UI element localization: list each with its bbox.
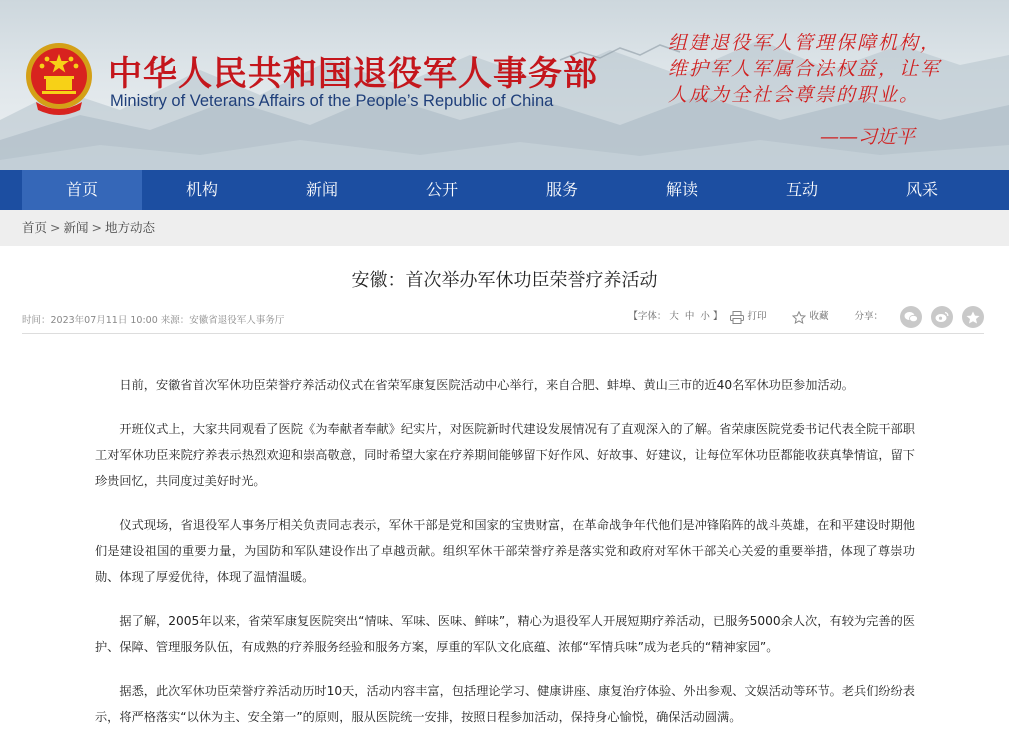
breadcrumb-news[interactable]: 新闻 <box>63 220 89 235</box>
wechat-icon[interactable] <box>900 306 922 328</box>
share-label: 分享： <box>854 311 883 322</box>
article-paragraph: 仪式现场，省退役军人事务厅相关负责同志表示，军休干部是党和国家的宝贵财富，在革命战争年代他们是冲锋陷阵的战斗英雄，在和平建设时期他们是建设祖国的重要力量，为国防和军队建设作出了卓越贡献。组织军休干部荣誉疗养是落实党和政府对军休干部关心关爱的重要举措，体现了尊崇功勋、体现了厚爱优待，体现了温情温暖。 <box>95 518 915 584</box>
nav-item-services[interactable]: 服务 <box>545 180 578 199</box>
font-size-small[interactable]: 小 <box>700 311 710 322</box>
print-icon <box>730 311 744 324</box>
font-size-label-close: 】 <box>712 311 723 322</box>
national-emblem-icon <box>22 40 96 118</box>
nav-item-gallery[interactable]: 风采 <box>905 180 938 199</box>
article-paragraph: 据了解，2005年以来，省荣军康复医院突出“情味、军味、医味、鲜味”，精心为退役军人开展短期疗养活动，已服务5000余人次，有较为完善的医护、保障、管理服务队伍，有成熟的疗养服务经验和服务方案，厚重的军队文化底蕴、浓郁“军情兵味”成为老兵的“精神家园”。 <box>95 614 915 654</box>
nav-item-interaction[interactable]: 互动 <box>785 180 818 199</box>
article-paragraph: 开班仪式上，大家共同观看了医院《为奉献者奉献》纪实片，对医院新时代建设发展情况有了直观深入的了解。省荣康医院党委书记代表全院干部职工对军休功臣来院疗养表示热烈欢迎和崇高敬意，同时希望大家在疗养期间能够留下好作风、好故事、好建议，让每位军休功臣都能收获真挚情谊，留下珍贵回忆，共同度过美好时光。 <box>95 422 915 488</box>
breadcrumb-home[interactable]: 首页 <box>22 220 48 235</box>
favorite-button[interactable] <box>792 308 828 326</box>
quote-author: ——习近平 <box>820 126 916 148</box>
qzone-icon[interactable] <box>962 306 984 328</box>
font-size-control <box>628 308 722 326</box>
article-paragraph: 据悉，此次军休功臣荣誉疗养活动历时10天，活动内容丰富，包括理论学习、健康讲座、康复治疗体验、外出参观、文娱活动等环节。老兵们纷纷表示，将严格落实“以休为主、安全第一”的原则，服从医院统一安排，按照日程参加活动，保持身心愉悦，确保活动圆满。 <box>95 684 915 724</box>
weibo-icon[interactable] <box>931 306 953 328</box>
breadcrumb-separator: > <box>91 220 102 235</box>
font-size-medium[interactable]: 中 <box>684 311 695 322</box>
star-icon <box>792 311 806 324</box>
font-size-large[interactable]: 大 <box>669 311 679 322</box>
article-tools <box>628 306 984 328</box>
nav-item-disclosure[interactable]: 公开 <box>425 180 458 199</box>
site-subtitle[interactable]: Ministry of Veterans Affairs of the People’s Republic of China <box>110 92 554 110</box>
print-label: 打印 <box>747 311 767 322</box>
header-banner <box>0 0 1009 170</box>
main-nav <box>0 170 1009 210</box>
nav-item-news[interactable]: 新闻 <box>305 180 338 199</box>
nav-item-home[interactable]: 首页 <box>22 170 142 210</box>
publish-info: 时间：2023年07月11日 10:00 来源：安徽省退役军人事务厅 <box>22 315 285 326</box>
leader-quote: 组建退役军人管理保障机构，维护军人军属合法权益，让军人成为全社会尊崇的职业。 <box>668 32 942 106</box>
nav-item-organization[interactable]: 机构 <box>185 180 218 199</box>
print-button[interactable] <box>730 308 766 326</box>
font-size-label: 【字体： <box>628 311 667 322</box>
breadcrumb-local-news[interactable]: 地方动态 <box>105 220 156 235</box>
breadcrumb-separator: > <box>50 220 61 235</box>
article-title: 安徽：首次举办军休功臣荣誉疗养活动 <box>351 270 658 291</box>
article-meta <box>22 310 984 332</box>
article-paragraph: 日前，安徽省首次军休功臣荣誉疗养活动仪式在省荣军康复医院活动中心举行，来自合肥、蚌埠、黄山三市的近40名军休功臣参加活动。 <box>119 378 854 392</box>
site-title[interactable]: 中华人民共和国退役军人事务部 <box>108 54 598 94</box>
meta-divider <box>22 333 984 334</box>
nav-item-interpretation[interactable]: 解读 <box>665 180 698 199</box>
article-body <box>95 372 915 748</box>
favorite-label: 收藏 <box>809 311 829 322</box>
breadcrumb <box>0 210 1009 246</box>
